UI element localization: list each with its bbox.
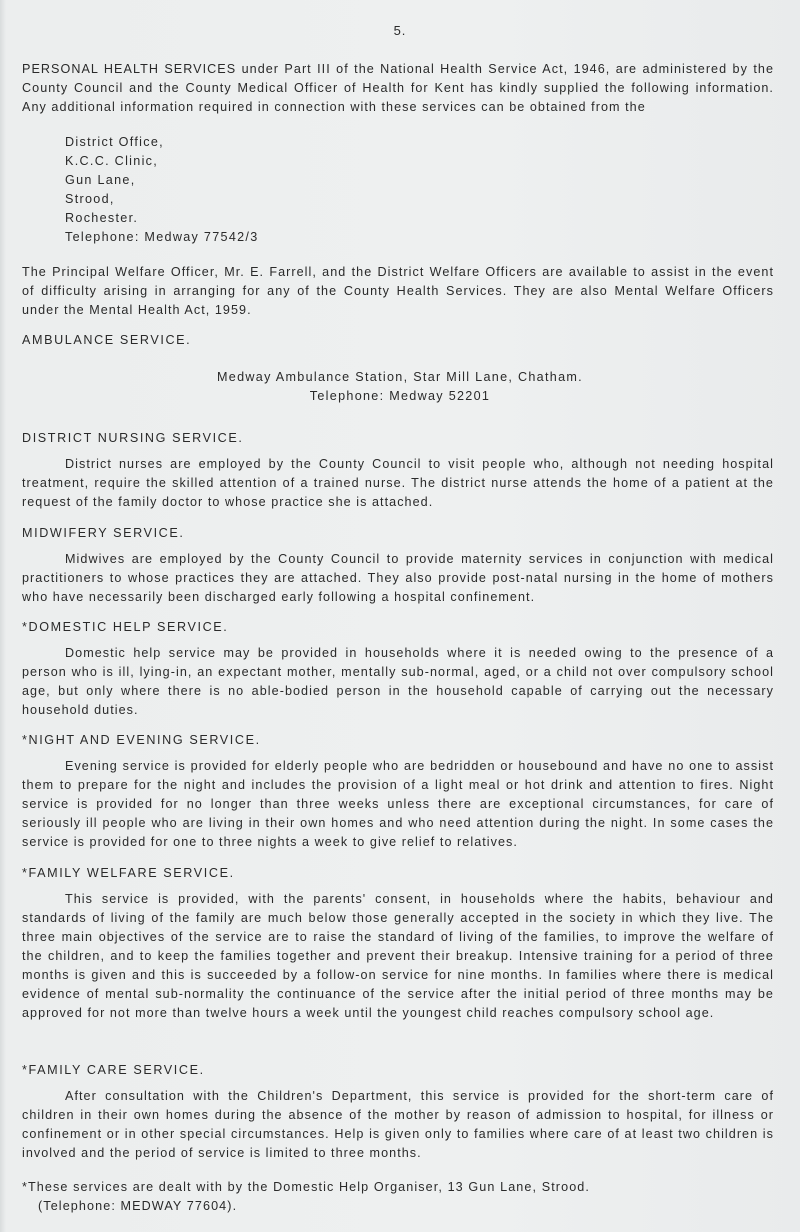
domestic-help-heading: *DOMESTIC HELP SERVICE. [22, 620, 229, 634]
domestic-help-text: Domestic help service may be provided in households where it is needed owing to the presence of a person who is ill, lying-in, an expectant mother, mentally sub-normal, aged, or a child not over compulsory school age, but only where there is no able-bodied person in the household capable of carrying out the necessary household duties. [22, 646, 774, 717]
welfare-paragraph: The Principal Welfare Officer, Mr. E. Farrell, and the District Welfare Officers are available to assist in the event of difficulty arising in arranging for any of the County Health Services. They are also Mental Welfare Officers under the Mental Health Act, 1959. [22, 265, 774, 317]
district-nursing-text: District nurses are employed by the County Council to visit people who, although not needing hospital treatment, require the skilled attention of a trained nurse. The district nurse attends the home of a patient at the request of the family doctor to whose practice she is attached. [22, 457, 774, 509]
footnote-line: *These services are dealt with by the Domestic Help Organiser, 13 Gun Lane, Strood. [22, 1180, 591, 1194]
district-office-address [65, 133, 259, 247]
family-welfare-text: This service is provided, with the parents' consent, in households where the habits, behaviour and standards of living of the family are much below those generally accepted in the society in which they live. The three main objectives of the service are to raise the standard of living of the families, to improve the welfare of the children, and to keep the families together and prevent their breakup. Intensive training for a period of three months is given and this is succeeded by a follow-on service for nine months. In families where there is medical evidence of mental sub-normality the continuance of the service after the initial period of three months may be approved for not more than twelve hours a week until the youngest child reaches compulsory school age. [22, 892, 774, 1020]
ambulance-heading: AMBULANCE SERVICE. [22, 333, 192, 347]
family-welfare-heading: *FAMILY WELFARE SERVICE. [22, 866, 235, 880]
address-line: Strood, [65, 192, 115, 206]
address-line: District Office, [65, 135, 164, 149]
ambulance-telephone: Telephone: Medway 52201 [309, 389, 491, 403]
ambulance-address: Medway Ambulance Station, Star Mill Lane, Chatham. [216, 370, 583, 384]
address-line: Rochester. [65, 211, 139, 225]
address-line: Gun Lane, [65, 173, 136, 187]
intro-paragraph: PERSONAL HEALTH SERVICES under Part III of the National Health Service Act, 1946, are administered by the County Council and the County Medical Officer of Health for Kent has kindly supplied the following information. Any additional information required in connection with these services can be obtained from the [22, 62, 774, 114]
footnote [22, 1178, 782, 1216]
footnote-telephone: (Telephone: MEDWAY 77604). [38, 1199, 238, 1213]
district-nursing-heading: DISTRICT NURSING SERVICE. [22, 431, 244, 445]
night-evening-text: Evening service is provided for elderly people who are bedridden or housebound and have no one to assist them to prepare for the night and includes the provision of a light meal or hot drink and attention to fires. Night service is provided for no longer than three weeks unless there are exceptional circumstances, for care of seriously ill people who are living in their own homes and who need attention during the night. In some cases the service is provided for one to three nights a week to give relief to relatives. [22, 759, 774, 849]
midwifery-heading: MIDWIFERY SERVICE. [22, 526, 185, 540]
address-line: K.C.C. Clinic, [65, 154, 159, 168]
family-care-heading: *FAMILY CARE SERVICE. [22, 1063, 205, 1077]
night-evening-heading: *NIGHT AND EVENING SERVICE. [22, 733, 261, 747]
page-number: 5. [393, 23, 407, 38]
address-line: Telephone: Medway 77542/3 [65, 230, 259, 244]
family-care-text: After consultation with the Children's Department, this service is provided for the short-term care of children in their own homes during the absence of the mother by reason of admission to hospital, for illness or confinement or in other special circumstances. Help is given only to families where care of at least two children is involved and the period of service is limited to three months. [22, 1089, 774, 1160]
midwifery-text: Midwives are employed by the County Council to provide maternity services in conjunction with medical practitioners to whose practices they are attached. They also provide post-natal nursing in the home of mothers who have necessarily been discharged early following a hospital confinement. [22, 552, 774, 604]
